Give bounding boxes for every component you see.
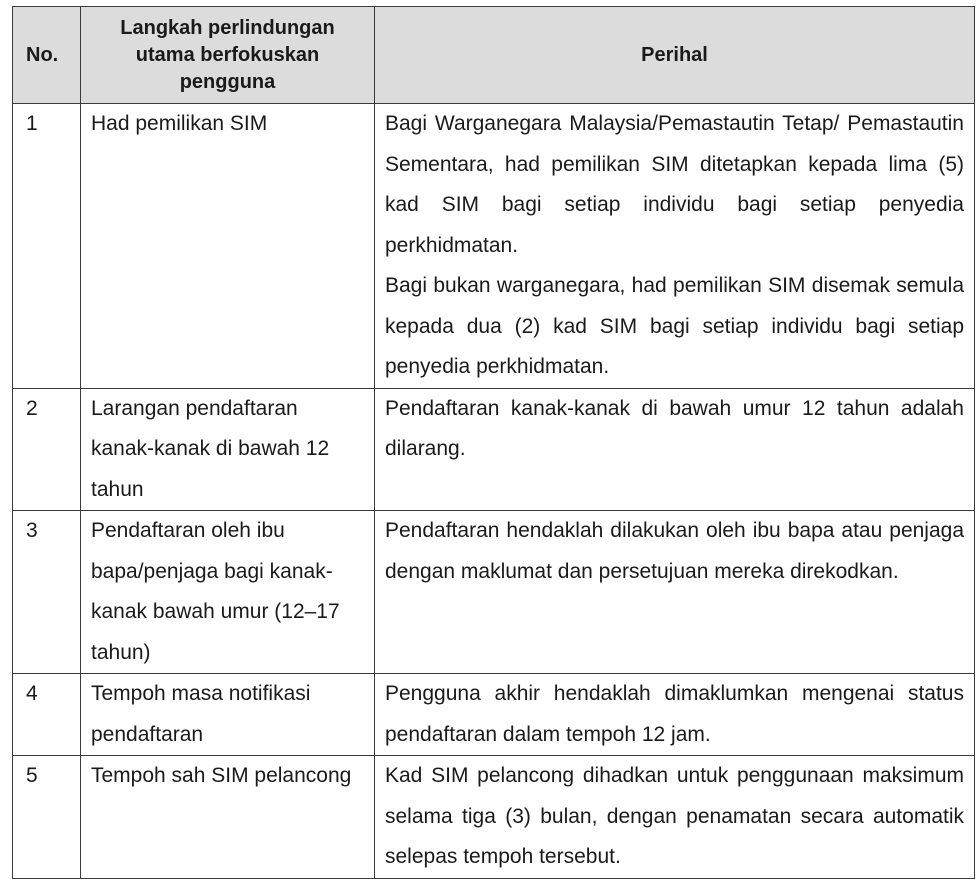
row-description <box>375 674 975 756</box>
row-number: 3 <box>13 511 81 674</box>
header-no: No. <box>13 7 81 104</box>
row-number: 4 <box>13 674 81 756</box>
table-row <box>13 756 975 879</box>
document-table-wrapper <box>12 6 974 879</box>
table-row <box>13 388 975 511</box>
row-step: Had pemilikan SIM <box>81 104 375 389</box>
row-description <box>375 756 975 879</box>
table-row <box>13 104 975 389</box>
row-step: Pendaftaran oleh ibu bapa/penjaga bagi kanak-kanak bawah umur (12–17 tahun) <box>81 511 375 674</box>
table-header-row <box>13 7 975 104</box>
row-step: Tempoh sah SIM pelancong <box>81 756 375 879</box>
row-description-paragraph: Pengguna akhir hendaklah dimaklumkan mengenai status pendaftaran dalam tempoh 12 jam. <box>385 682 964 746</box>
row-number: 5 <box>13 756 81 879</box>
table-row <box>13 511 975 674</box>
header-desc: Perihal <box>375 7 975 104</box>
row-number: 1 <box>13 104 81 389</box>
row-description-paragraph: Kad SIM pelancong dihadkan untuk penggunaan maksimum selama tiga (3) bulan, dengan penamatan secara automatik selepas tempoh tersebut. <box>385 764 964 868</box>
row-description <box>375 388 975 511</box>
row-description <box>375 104 975 389</box>
row-step: Larangan pendaftaran kanak-kanak di bawah 12 tahun <box>81 388 375 511</box>
row-description <box>375 511 975 674</box>
row-description-paragraph: Bagi Warganegara Malaysia/Pemastautin Tetap/ Pemastautin Sementara, had pemilikan SIM ditetapkan kepada lima (5) kad SIM bagi setiap individu bagi setiap penyedia perkhidmatan. <box>385 112 964 257</box>
row-number: 2 <box>13 388 81 511</box>
row-description-paragraph: Pendaftaran hendaklah dilakukan oleh ibu bapa atau penjaga dengan maklumat dan persetujuan mereka direkodkan. <box>385 519 964 583</box>
table-row <box>13 674 975 756</box>
header-step-text: Langkah perlindungan utama berfokuskan pengguna <box>120 16 335 93</box>
row-description-paragraph: Bagi bukan warganegara, had pemilikan SIM disemak semula kepada dua (2) kad SIM bagi setiap individu bagi setiap penyedia perkhidmatan. <box>385 274 964 378</box>
header-step <box>81 7 375 104</box>
row-step: Tempoh masa notifikasi pendaftaran <box>81 674 375 756</box>
row-description-paragraph: Pendaftaran kanak-kanak di bawah umur 12 tahun adalah dilarang. <box>385 396 964 460</box>
sim-protection-table <box>12 6 975 879</box>
